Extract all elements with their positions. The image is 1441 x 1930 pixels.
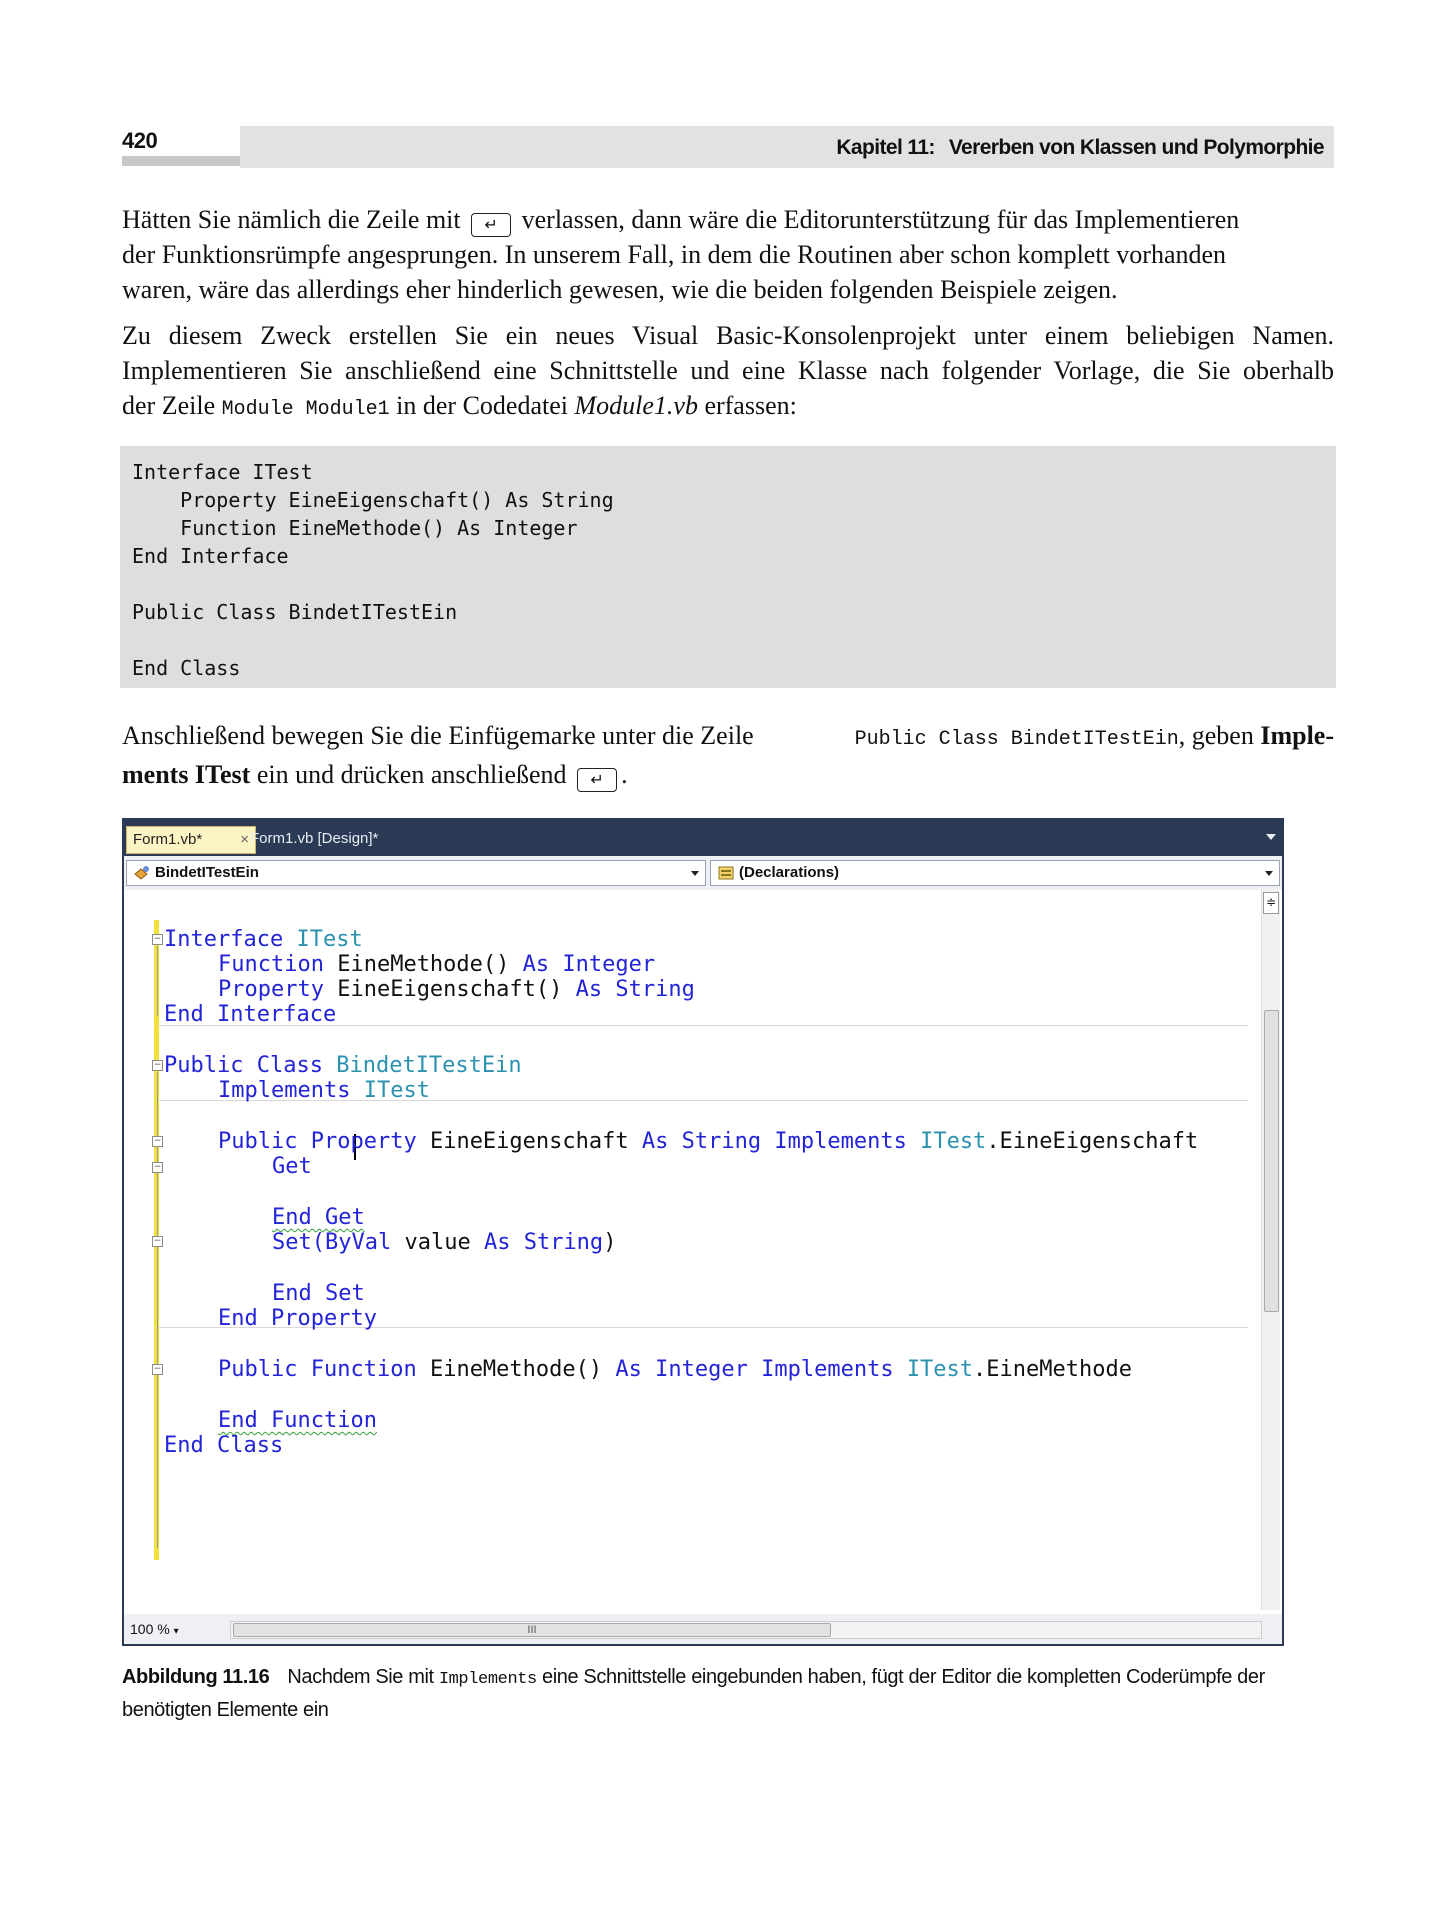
text: Hätten Sie nämlich die Zeile mit [122, 205, 461, 234]
code-line [272, 1227, 616, 1258]
keyword: String [615, 977, 695, 1002]
collapse-icon[interactable]: − [153, 1364, 162, 1374]
keyword: End Function [218, 1408, 377, 1433]
zoom-dropdown[interactable] [130, 1621, 179, 1637]
keyword: Implements [761, 1357, 894, 1382]
keyword: Implements [218, 1078, 351, 1103]
document-tabstrip [122, 818, 1284, 856]
code-line [272, 1151, 312, 1182]
figure-label: Abbildung 11.16 [122, 1666, 270, 1688]
listing-line [132, 626, 1336, 654]
outline-line [157, 946, 158, 1016]
bold-text: ments ITest [122, 760, 251, 789]
keyword: Public [218, 1129, 298, 1154]
caption-text: benötigten Elemente ein [122, 1699, 329, 1721]
vertical-scroll-thumb[interactable] [1264, 1010, 1279, 1312]
tab-form1-design[interactable]: Form1.vb [Design]* [250, 830, 379, 847]
listing-line: End Class [132, 656, 241, 680]
keyword: Class [217, 1433, 284, 1458]
zoom-value: 100 % [130, 1621, 170, 1637]
type-name: ITest [296, 927, 363, 952]
tab-label: Form1.vb* [133, 831, 203, 848]
chapter-label: Kapitel 11: [836, 136, 935, 159]
split-handle-icon[interactable]: ≑ [1263, 892, 1279, 914]
code-line [164, 1430, 283, 1461]
keyword: Function [310, 1357, 417, 1382]
keyword: Property [271, 1306, 377, 1331]
collapse-icon[interactable]: − [153, 934, 162, 944]
keyword: Get [272, 1154, 312, 1179]
tab-form1-vb[interactable] [126, 826, 256, 854]
text: verlassen, dann wäre die Editorunterstützung für das Implementieren [521, 205, 1240, 234]
enter-key-icon: ↵ [577, 768, 617, 792]
code-listing [120, 446, 1336, 688]
keyword: As [641, 1129, 669, 1154]
keyword: String [523, 1230, 604, 1255]
horizontal-scrollbar[interactable] [230, 1621, 1262, 1639]
file-name: Module1.vb [574, 391, 698, 420]
listing-line: Function EineMethode() As Integer [132, 516, 578, 540]
collapse-icon[interactable]: − [153, 1136, 162, 1146]
listing-line [132, 570, 1336, 598]
keyword: End [164, 1433, 204, 1458]
inline-code: Implements [438, 1670, 537, 1689]
inline-code: Module Module1 [221, 398, 390, 421]
running-header [240, 126, 1334, 168]
keyword: As [615, 1357, 642, 1382]
keyword: Public [164, 1053, 244, 1078]
identifier: EineMethode() [429, 1357, 603, 1382]
member-dropdown[interactable] [710, 860, 1280, 886]
code-line [218, 1354, 1132, 1385]
keyword: As [522, 952, 550, 977]
chevron-down-icon: ▾ [173, 1626, 179, 1637]
keyword: Interface [164, 927, 284, 952]
keyword: Function [218, 952, 324, 977]
paragraph-3-line-1 [122, 718, 1334, 757]
collapse-icon[interactable]: − [153, 1162, 162, 1172]
text: der Zeile [122, 391, 216, 420]
text: . [621, 760, 628, 789]
code-line [218, 1126, 1198, 1157]
keyword: Class [256, 1053, 323, 1078]
identifier: EineEigenschaft [429, 1129, 629, 1154]
text: in der Codedatei [396, 391, 568, 420]
keyword: Set [325, 1281, 365, 1306]
identifier: value [404, 1230, 471, 1255]
identifier: ) [603, 1230, 617, 1255]
text: Anschließend bewegen Sie die Einfügemarke unter die Zeile [122, 721, 754, 750]
keyword: Public [218, 1357, 298, 1382]
text: erfassen: [704, 391, 797, 420]
member-dropdown-value: (Declarations) [739, 864, 840, 881]
bold-text: Imple- [1260, 721, 1334, 750]
listing-line: Property EineEigenschaft() As String [132, 488, 614, 512]
code-line [164, 999, 336, 1030]
keyword: ByVal [324, 1230, 392, 1255]
collapse-icon[interactable]: − [153, 1236, 162, 1246]
type-name: ITest [906, 1357, 974, 1382]
type-name: ITest [920, 1129, 987, 1154]
paragraph-2-line-1: Zu diesem Zweck erstellen Sie ein neues Visual Basic-Konsolenprojekt unter einem beliebigen Namen. [122, 321, 1334, 350]
paragraph-1-line-2: der Funktionsrümpfe angesprungen. In unserem Fall, in dem die Routinen aber schon komplett vorhanden [122, 240, 1227, 269]
listing-line: Public Class BindetITestEin [132, 600, 458, 624]
enter-key-icon: ↵ [471, 213, 511, 237]
chevron-down-icon[interactable] [1266, 834, 1276, 840]
class-icon [133, 865, 151, 881]
code-line [218, 1303, 377, 1334]
identifier: .EineMethode [973, 1357, 1132, 1382]
page-number-rule [122, 156, 240, 166]
inline-code: Public Class BindetITestEin [854, 728, 1179, 751]
keyword: String [681, 1129, 762, 1154]
paragraph-1 [122, 202, 1334, 307]
keyword: As [575, 977, 603, 1002]
declarations-icon [717, 865, 735, 881]
paragraph-3 [122, 718, 1334, 792]
keyword: End [272, 1281, 312, 1306]
code-listing-text [120, 446, 1336, 682]
paragraph-1-line-1 [122, 202, 1334, 237]
listing-line: Interface ITest [132, 460, 313, 484]
horizontal-scroll-thumb[interactable]: III [233, 1623, 831, 1637]
class-dropdown-value: BindetITestEin [155, 864, 259, 881]
paragraph-1-line-3: waren, wäre das allerdings eher hinderlich gewesen, wie die beiden folgenden Beispiele zeigen. [122, 275, 1118, 304]
caption-text: Nachdem Sie mit [287, 1666, 434, 1688]
ide-screenshot [122, 818, 1284, 1646]
keyword: Integer [655, 1357, 748, 1382]
vertical-scrollbar[interactable] [1261, 890, 1280, 1610]
keyword: Implements [774, 1129, 907, 1154]
chevron-down-icon [1265, 871, 1273, 876]
figure-caption [122, 1662, 1334, 1726]
collapse-icon[interactable]: − [153, 1060, 162, 1070]
keyword: As [483, 1230, 511, 1255]
code-line [218, 1075, 430, 1106]
paragraph-2-line-3 [122, 388, 1334, 427]
caption-text: eine Schnittstelle eingebunden haben, fügt der Editor die kompletten Coderümpfe der [542, 1666, 1265, 1688]
page-number: 420 [122, 128, 158, 153]
text: ein und drücken anschließend [256, 760, 567, 789]
code-editor[interactable] [124, 890, 1282, 1614]
editor-statusbar [124, 1614, 1282, 1644]
paragraph-3-line-2 [122, 757, 1334, 792]
chevron-down-icon [691, 871, 699, 876]
keyword: Interface [217, 1002, 337, 1027]
type-name: ITest [363, 1078, 430, 1103]
running-header-title [836, 136, 1324, 160]
chapter-title: Vererben von Klassen und Polymorphie [948, 136, 1324, 159]
paragraph-2 [122, 318, 1334, 427]
keyword: Property [218, 977, 324, 1002]
paragraph-2-line-2: Implementieren Sie anschließend eine Schnittstelle und eine Klasse nach folgender Vorlage, die Sie oberhalb [122, 356, 1334, 385]
keyword: End [218, 1306, 258, 1331]
identifier: EineMethode() [337, 952, 510, 977]
class-dropdown[interactable] [126, 860, 706, 886]
navigation-bar [124, 856, 1282, 890]
keyword: End [164, 1002, 204, 1027]
keyword: Set( [272, 1230, 325, 1255]
close-icon[interactable]: × [240, 831, 249, 848]
text: , geben [1178, 721, 1254, 750]
identifier: .EineEigenschaft [986, 1129, 1199, 1154]
listing-line: End Interface [132, 544, 289, 568]
type-name: BindetITestEin [336, 1053, 522, 1078]
keyword: Integer [562, 952, 656, 977]
keyword: End Get [272, 1205, 365, 1230]
keyword: Property [310, 1129, 417, 1154]
identifier: EineEigenschaft() [337, 977, 563, 1002]
